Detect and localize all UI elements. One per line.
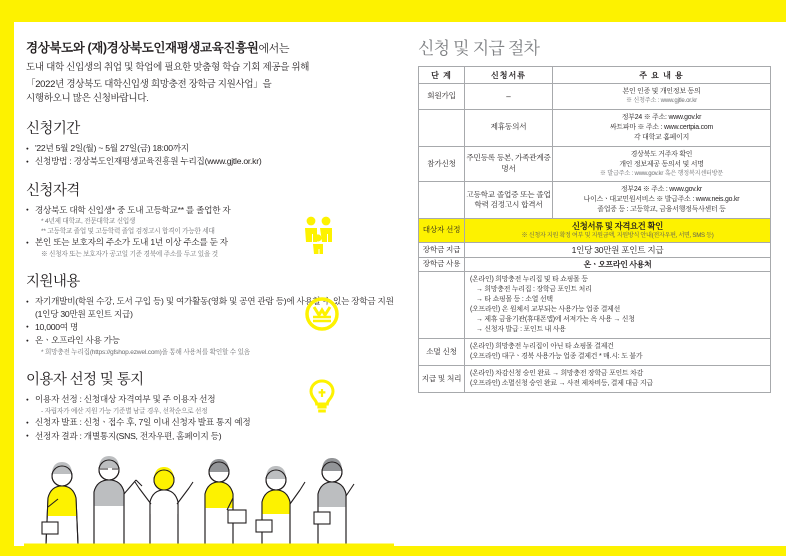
bullet-text: 경상북도 대학 신입생* 중 도내 고등학교** 를 졸업한 자 — [35, 204, 231, 215]
cell-document: – — [465, 84, 553, 110]
detail-line: 정부24 ※ 주소: www.gov.kr — [621, 113, 702, 121]
cell-document — [465, 146, 553, 182]
document-line: 고등학교 졸업증 또는 — [466, 189, 535, 199]
cell-selection-band — [465, 219, 771, 243]
cell-step: 대상자 선정 — [419, 219, 465, 243]
usage-line: → 타 쇼핑몰 등 : 소열 선택 — [476, 295, 553, 303]
bullet-text: 온ㆍ오프라인 사용 가능 — [35, 335, 120, 346]
usage-line: → 신청자 발급 : 포인트 내 사용 — [476, 325, 566, 333]
column-header-step: 단 계 — [419, 67, 465, 84]
cell-payment-amount: 1인당 30만원 포인트 지급 — [465, 242, 771, 257]
intro-line-3: 「2022년 경상북도 대학신입생 희망충전 장학금 지원사업」을 — [26, 79, 272, 90]
list-item — [26, 142, 398, 154]
people-icon — [300, 212, 344, 256]
section-title: 지원내용 — [26, 274, 80, 291]
section-title: 이용자 선정 및 통지 — [26, 372, 144, 389]
bullet-text: 선정자 결과 : 개별통지(SNS, 전자우편, 홈페이지 등) — [35, 430, 222, 441]
document-line: 졸업학력 검정고시 합격서 — [474, 189, 551, 210]
cancel-line: (온라인) 희망충전 누리집이 아닌 타 쇼핑몰 결제건 — [470, 342, 614, 350]
cell-step: 회원가입 — [419, 84, 465, 110]
coin-icon — [300, 292, 344, 336]
bullet-note: * 희망충전 누리집(https://gfshop.ezwel.com)을 통해 사용처를 확인할 수 있음 — [41, 348, 250, 356]
refund-line: (온라인) 차감신청 승인 완료 → 희망충전 장학금 포인트 차감 — [470, 369, 644, 377]
detail-line: 각 대학교 홈페이지 — [633, 133, 690, 141]
table-row — [419, 146, 771, 182]
section-title: 신청기간 — [26, 121, 80, 137]
bullet-text: 신청자 발표 : 신청ㆍ접수 후, 7일 이내 신청자 발표 통지 예정 — [35, 417, 251, 428]
table-row — [419, 182, 771, 219]
detail-note: ※ 발급주소 : www.gov.kr 혹은 행정복지센터방문 — [599, 169, 724, 177]
refund-line: (오프라인) 소멸신청 승인 완료 → 사전 제차비등, 결제 대금 지급 — [470, 379, 653, 387]
students-illustration — [14, 436, 404, 556]
bullet-text: 신청방법 : 경상북도인재평생교육진흥원 누리집(www.gjtle.or.kr) — [35, 156, 262, 167]
usage-line: → 희망충전 누리집 : 장학금 포인트 처리 — [476, 285, 592, 293]
cell-details — [553, 109, 771, 146]
section-title: 신청자격 — [26, 182, 80, 199]
bullet-text: 이용자 선정 : 신청대상 자격여부 및 주 이용자 선정 — [35, 394, 216, 405]
cell-document — [465, 182, 553, 219]
table-row — [419, 242, 771, 257]
intro-line-2: 도내 대학 신입생의 취업 및 학업에 필요한 맞춤형 학습 기회 제공을 위해 — [26, 62, 310, 73]
document-line: 주민등록 등본, — [466, 153, 514, 163]
selection-note: ※ 신청자 지원 확정 여부 및 지원금액, 지원방식 안내(전자우편, 서면, SMS 등) — [521, 232, 714, 240]
column-header-details: 주 요 내 용 — [553, 67, 771, 84]
cell-step: 소멸 신청 — [419, 338, 465, 365]
table-header-row — [419, 67, 771, 84]
application-process-table — [418, 66, 771, 393]
bullet-note: * 4년제 대학교, 전문대학교 신입생 — [41, 218, 136, 226]
top-yellow-band — [0, 0, 786, 22]
table-row — [419, 365, 771, 392]
cell-step — [419, 109, 465, 146]
bullet-text: 자기개발비(학원 수강, 도서 구입 등) 및 여가활동(영화 및 공연 관람 등)에 사용할 수 있는 장학금 지원(1인당 30만원 포인트 지급) — [35, 296, 394, 319]
cell-step: 장학금 사용 — [419, 257, 465, 271]
lightbulb-icon — [300, 375, 344, 419]
bullet-text: '22년 5월 2일(월) ~ 5월 27일(금) 18:00까지 — [35, 143, 189, 153]
intro-heading — [26, 38, 398, 56]
table-row — [419, 84, 771, 110]
usage-line: (온라인) 희망충전 누리집 및 타 쇼핑몰 등 — [470, 275, 588, 283]
bullet-text: 본인 또는 보호자의 주소가 도내 1년 이상 주소를 둔 자 — [35, 237, 228, 248]
cell-step: 참가신청 — [419, 146, 465, 182]
bullet-text: 10,000여 명 — [35, 321, 79, 332]
detail-line: 싸트파마 ※ 주소 : www.certpia.com — [609, 123, 714, 131]
detail-line: 경상북도 거주자 확인 — [630, 150, 693, 158]
cell-step — [419, 271, 465, 338]
selection-label: 신청서류 및 자격요건 확인 — [572, 221, 663, 232]
table-row-highlight — [419, 219, 771, 243]
page-title: 신청 및 지급 절차 — [418, 39, 540, 58]
cell-step: 장학금 지급 — [419, 242, 465, 257]
section-application-period — [26, 117, 398, 168]
intro-line-4: 시행하오니 많은 신청바랍니다. — [26, 93, 149, 104]
cell-details — [553, 146, 771, 182]
column-header-documents: 신청서류 — [465, 67, 553, 84]
cell-cancel-details — [465, 338, 771, 365]
cancel-line: (오프라인) 대구ㆍ경북 사용가능 업종 결제건 * 매.시: 도 불가 — [470, 352, 643, 360]
cell-step: 지급 및 처리 — [419, 365, 465, 392]
cell-usage-details — [465, 271, 771, 338]
bullet-note: - 자립자가 예산 지원 가능 기준별 남글 경우, 선착순으로 선정 — [41, 407, 208, 415]
table-row — [419, 338, 771, 365]
cell-details — [553, 182, 771, 219]
list-item — [26, 334, 398, 346]
detail-line: 정부24 ※ 주소 : www.gov.kr — [620, 186, 703, 194]
detail-line: 개인 정보제공 동의서 및 서명 — [619, 160, 704, 168]
usage-line: (오프라인) 온 원체서 교부되는 사용가능 업종 결제선 — [470, 305, 621, 313]
detail-line: 졸업증 등 : 고등학교, 금융서행정득사센터 등 — [597, 206, 726, 214]
bullet-note: ※ 신청자 또는 보호자가 공고일 기준 경북에 주소를 두고 있을 것 — [41, 250, 218, 258]
bullet-note: ** 고등학교 졸업 및 고등학력 졸업 검정고시 합격이 가능한 세대 — [41, 227, 215, 235]
detail-line: 나이스ㆍ대교민원서비스 ※ 발급주소 : www.neis.go.kr — [583, 196, 740, 204]
cell-refund-details — [465, 365, 771, 392]
cell-document: 제휴동의서 — [465, 109, 553, 146]
right-content-column — [418, 34, 770, 393]
document-line: 가족관계증명서 — [501, 153, 551, 173]
table-row — [419, 257, 771, 271]
cell-step — [419, 182, 465, 219]
list-item — [26, 155, 398, 167]
table-row — [419, 109, 771, 146]
cell-usage-header: 온ㆍ오프라인 사용처 — [465, 257, 771, 271]
detail-line: 본인 인증 및 개인정보 동의 — [622, 88, 701, 95]
usage-line: → 제휴 금융기관(휴대폰앱)에 셔져가는 옥 사용 → 신청 — [476, 315, 635, 323]
left-yellow-band — [0, 0, 14, 556]
section-bullet-list — [26, 142, 398, 168]
cell-details — [553, 84, 771, 110]
table-row — [419, 271, 771, 338]
intro-heading-tail: 에서는 — [258, 43, 290, 55]
intro-heading-bold: 경상북도와 (재)경상북도인재평생교육진흥원 — [26, 41, 259, 55]
detail-note: ※ 신청주소 : www.gjtle.or.kr — [626, 97, 697, 104]
